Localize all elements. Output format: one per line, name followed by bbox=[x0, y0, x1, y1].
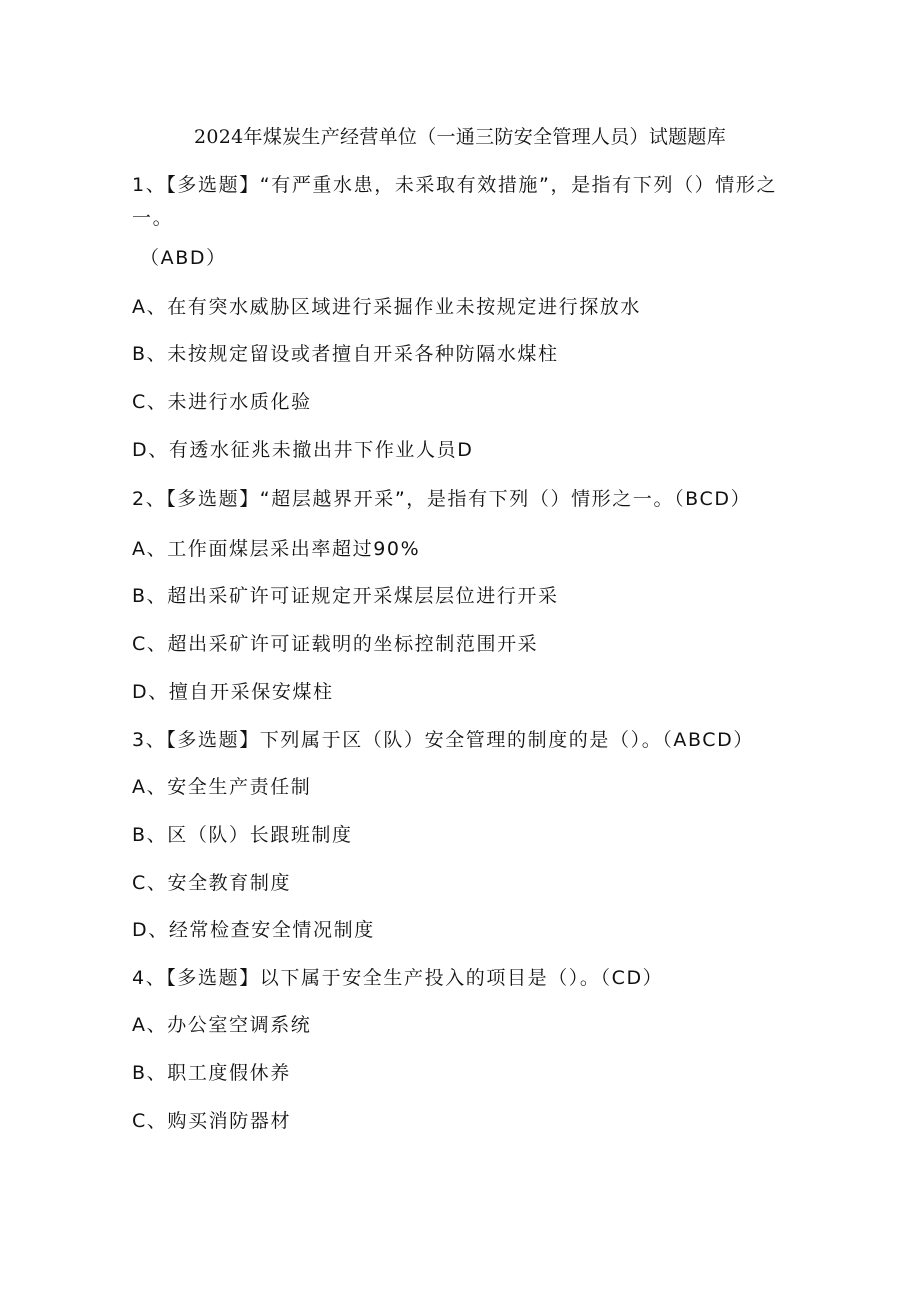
question-4-option-a: A、办公室空调系统 bbox=[132, 1014, 312, 1036]
question-2-option-d: D、擅自开采保安煤柱 bbox=[132, 681, 334, 703]
question-1-option-c: C、未进行水质化验 bbox=[132, 391, 312, 413]
question-1-option-b: B、未按规定留设或者擅自开采各种防隔水煤柱 bbox=[132, 343, 559, 365]
question-2-option-c: C、超出采矿许可证载明的坐标控制范围开采 bbox=[132, 633, 539, 655]
question-4-stem: 4、【多选题】以下属于安全生产投入的项目是（）。（CD） bbox=[132, 967, 664, 989]
question-3-option-b: B、区（队）长跟班制度 bbox=[132, 824, 353, 846]
question-1-option-a: A、在有突水威胁区域进行采掘作业未按规定进行探放水 bbox=[132, 296, 641, 318]
question-3-option-a: A、安全生产责任制 bbox=[132, 776, 312, 798]
document-title: 2024年煤炭生产经营单位（一通三防安全管理人员）试题题库 bbox=[193, 126, 727, 148]
question-3-stem: 3、【多选题】下列属于区（队）安全管理的制度的是（）。（ABCD） bbox=[132, 729, 754, 751]
question-2-option-a: A、工作面煤层采出率超过90% bbox=[132, 538, 421, 560]
question-3-option-d: D、经常检查安全情况制度 bbox=[132, 919, 375, 941]
question-1-stem: 1、【多选题】“有严重水患，未采取有效措施”，是指有下列（）情形之一。 bbox=[132, 174, 778, 229]
question-3-option-c: C、安全教育制度 bbox=[132, 872, 292, 894]
question-4-option-b: B、职工度假休养 bbox=[132, 1062, 291, 1084]
question-2-stem: 2、【多选题】“超层越界开采”，是指有下列（）情形之一。（BCD） bbox=[132, 488, 752, 510]
question-1-option-d: D、有透水征兆未撤出井下作业人员D bbox=[132, 439, 474, 461]
question-1-answer: （ABD） bbox=[140, 247, 227, 269]
question-2-option-b: B、超出采矿许可证规定开采煤层层位进行开采 bbox=[132, 585, 559, 607]
question-4-option-c: C、购买消防器材 bbox=[132, 1110, 292, 1132]
